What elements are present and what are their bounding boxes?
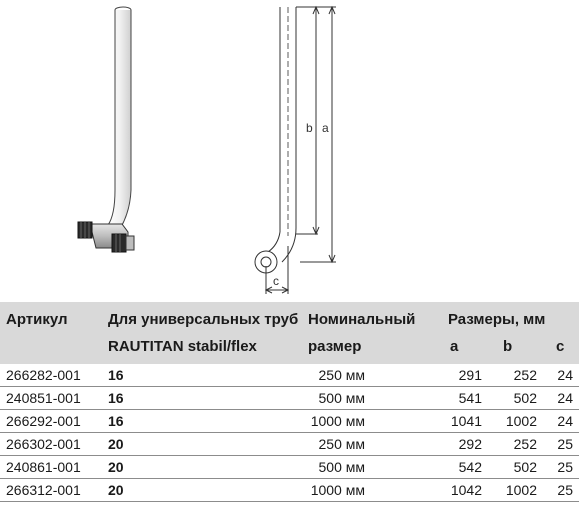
table-row [0, 410, 579, 433]
cell-a: 1041 [450, 413, 482, 429]
table-row [0, 479, 579, 502]
dimension-label-c: c [273, 274, 279, 288]
cell-b: 502 [513, 390, 537, 406]
cell-nominal: 500 мм [318, 459, 365, 475]
cell-a: 291 [458, 367, 482, 383]
cell-pipe: 20 [108, 482, 124, 498]
cell-pipe: 20 [108, 436, 124, 452]
cell-a: 292 [458, 436, 482, 452]
cell-a: 1042 [450, 482, 482, 498]
table-header [0, 302, 579, 364]
header-pipe-line2: RAUTITAN stabil/flex [108, 338, 257, 355]
cell-article: 266312-001 [6, 482, 81, 498]
header-pipe-line1: Для универсальных труб [108, 311, 299, 328]
header-c: c [556, 338, 565, 355]
header-nominal-line1: Номинальный [308, 311, 416, 328]
cell-b: 252 [513, 436, 537, 452]
cell-nominal: 250 мм [318, 367, 365, 383]
cell-pipe: 16 [108, 367, 124, 383]
cell-article: 240851-001 [6, 390, 81, 406]
cell-c: 25 [557, 436, 573, 452]
cell-pipe: 16 [108, 390, 124, 406]
cell-article: 240861-001 [6, 459, 81, 475]
cell-c: 24 [557, 413, 573, 429]
dimension-drawing [255, 7, 336, 294]
header-nominal-line2: размер [308, 338, 362, 355]
cell-b: 502 [513, 459, 537, 475]
dimension-label-a: a [322, 121, 329, 135]
cell-nominal: 1000 мм [310, 413, 365, 429]
header-article: Артикул [6, 311, 68, 328]
table-row [0, 387, 579, 410]
cell-article: 266292-001 [6, 413, 81, 429]
cell-nominal: 250 мм [318, 436, 365, 452]
cell-c: 24 [557, 390, 573, 406]
cell-nominal: 1000 мм [310, 482, 365, 498]
cell-a: 542 [458, 459, 482, 475]
table-row [0, 456, 579, 479]
specification-table [0, 302, 579, 526]
cell-c: 25 [557, 482, 573, 498]
table-row [0, 364, 579, 387]
fitting-illustration [78, 7, 134, 252]
cell-nominal: 500 мм [318, 390, 365, 406]
cell-pipe: 20 [108, 459, 124, 475]
cell-c: 25 [557, 459, 573, 475]
cell-b: 252 [513, 367, 537, 383]
cell-article: 266282-001 [6, 367, 81, 383]
cell-pipe: 16 [108, 413, 124, 429]
header-dimensions: Размеры, мм [448, 311, 546, 328]
dimension-label-b: b [306, 121, 313, 135]
cell-c: 24 [557, 367, 573, 383]
cell-article: 266302-001 [6, 436, 81, 452]
table-row [0, 433, 579, 456]
header-a: a [450, 338, 459, 355]
cell-b: 1002 [505, 482, 537, 498]
cell-b: 1002 [505, 413, 537, 429]
header-b: b [503, 338, 513, 355]
cell-a: 541 [458, 390, 482, 406]
